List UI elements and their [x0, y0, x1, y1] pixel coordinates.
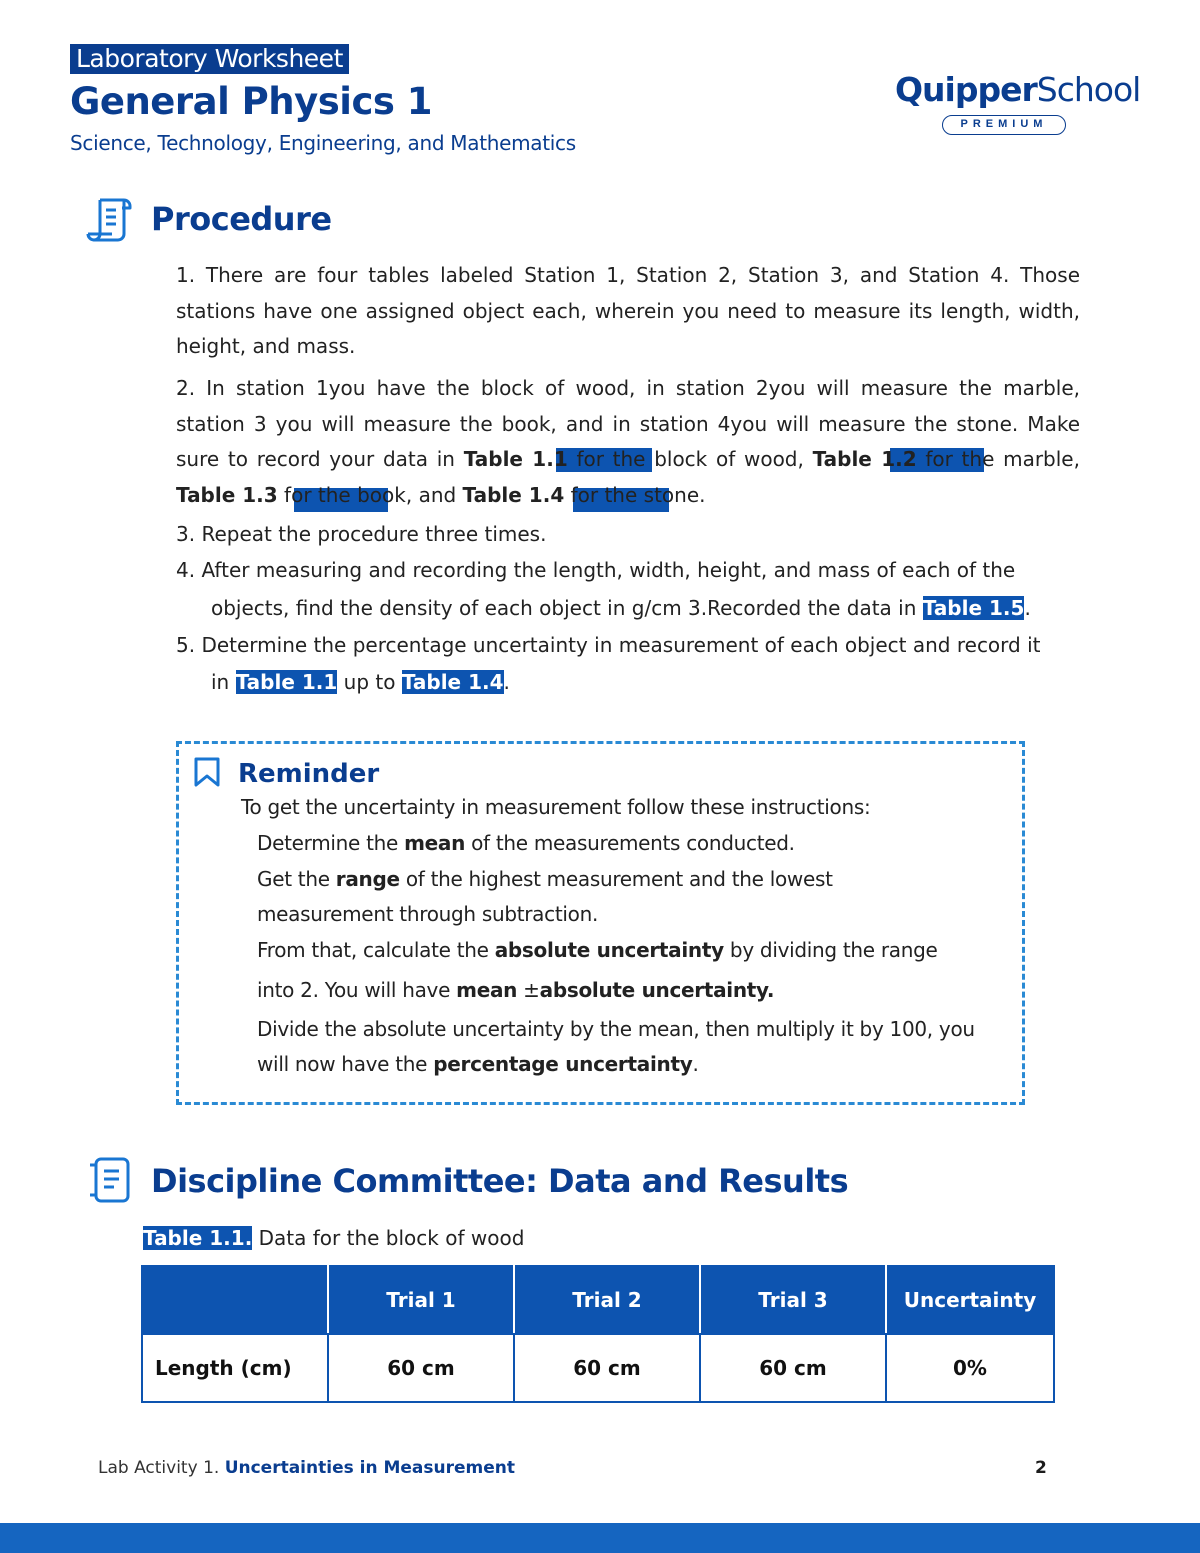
reminder-keyword: mean — [404, 831, 466, 855]
reminder-text: Get the — [257, 867, 336, 891]
reminder-line: measurement through subtraction. — [257, 902, 599, 926]
table-ref: Table 1.1 — [463, 447, 568, 471]
table-header-row — [142, 1266, 1054, 1334]
reminder-text: of the measurements conducted. — [465, 831, 795, 855]
table-ref: Table 1.3 — [176, 482, 278, 507]
reminder-text: ± — [517, 978, 540, 1002]
document-list-icon — [86, 1155, 134, 1207]
scroll-icon — [86, 194, 134, 246]
step5-text: up to — [337, 670, 402, 694]
reminder-text: of the highest measurement and the lowest — [399, 867, 833, 891]
bookmark-icon — [192, 756, 222, 788]
reminder-text: will now have the — [257, 1052, 434, 1076]
procedure-step-2 — [176, 371, 1080, 513]
logo-bold-text: Quipper — [895, 70, 1037, 109]
step2-text: for the book, and — [277, 482, 463, 507]
reminder-text: From that, calculate the — [257, 938, 495, 962]
table-ref: Table 1.4 — [462, 482, 565, 507]
step5-text: in — [211, 670, 236, 694]
footer-activity-label: Lab Activity 1. — [98, 1458, 225, 1478]
column-header — [142, 1266, 328, 1334]
step2-text: 2. In station 1you have the block of wood, in station 2you will measure the marble, station 3 you will measure the book, and in station 4you will measure the stone. Make sure to record your data in — [176, 376, 1080, 471]
page-subtitle: Science, Technology, Engineering, and Mathematics — [70, 131, 576, 155]
reminder-line — [257, 978, 774, 1002]
reminder-intro: To get the uncertainty in measurement follow these instructions: — [241, 795, 871, 819]
reminder-line — [257, 831, 795, 855]
table-1-1-link[interactable]: Table 1.1 — [235, 670, 338, 694]
results-heading: Discipline Committee: Data and Results — [151, 1162, 849, 1200]
table-caption — [143, 1226, 524, 1250]
table-caption-label: Table 1.1. — [143, 1226, 253, 1250]
reminder-text: into 2. You will have — [257, 978, 457, 1002]
table-1-5-link[interactable]: Table 1.5 — [922, 596, 1025, 620]
table-ref: Table 1.2 — [812, 447, 917, 471]
step4-text: objects, find the density of each object in g/cm 3.Recorded the data in — [211, 596, 923, 620]
reminder-line: Divide the absolute uncertainty by the mean, then multiply it by 100, you — [257, 1017, 975, 1041]
page-title: General Physics 1 — [70, 80, 433, 123]
reminder-keyword: percentage uncertainty — [433, 1052, 693, 1076]
logo-light-text: School — [1036, 70, 1141, 109]
reminder-text: Determine the — [257, 831, 405, 855]
table-cell: 60 cm — [328, 1334, 514, 1402]
reminder-keyword: absolute uncertainty — [494, 938, 724, 962]
reminder-line — [257, 938, 937, 962]
procedure-step-5: 5. Determine the percentage uncertainty in measurement of each object and record it — [176, 633, 1041, 657]
reminder-text: by dividing the range — [723, 938, 938, 962]
table-cell: 60 cm — [700, 1334, 886, 1402]
footer-activity-title: Uncertainties in Measurement — [224, 1458, 516, 1478]
reminder-keyword: absolute uncertainty. — [539, 978, 775, 1002]
table-cell: 60 cm — [514, 1334, 700, 1402]
bottom-bar — [0, 1523, 1200, 1553]
column-header: Trial 3 — [700, 1266, 886, 1334]
table-1-4-link[interactable]: Table 1.4 — [401, 670, 504, 694]
page-number: 2 — [1035, 1458, 1047, 1478]
procedure-step-3: 3. Repeat the procedure three times. — [176, 522, 547, 546]
step2-text: for the stone. — [564, 482, 706, 507]
reminder-keyword: range — [335, 867, 400, 891]
column-header: Uncertainty — [886, 1266, 1054, 1334]
column-header: Trial 2 — [514, 1266, 700, 1334]
table-cell: 0% — [886, 1334, 1054, 1402]
procedure-step-1: 1. There are four tables labeled Station 1, Station 2, Station 3, and Station 4. Those stations have one assigned object each, wherein you need to measure its length, width, height, and mass. — [176, 263, 1080, 358]
reminder-text: . — [692, 1052, 699, 1076]
step4-period: . — [1024, 596, 1031, 620]
reminder-title: Reminder — [238, 759, 380, 789]
procedure-step-4: 4. After measuring and recording the length, width, height, and mass of each of the — [176, 558, 1016, 582]
quipper-logo — [895, 70, 1141, 140]
step2-text: for the block of wood, — [567, 447, 813, 471]
footer-activity — [98, 1458, 515, 1478]
procedure-heading: Procedure — [151, 200, 332, 238]
reminder-line — [257, 1052, 699, 1076]
column-header: Trial 1 — [328, 1266, 514, 1334]
table-row — [142, 1334, 1054, 1402]
table-caption-text: Data for the block of wood — [252, 1226, 525, 1250]
procedure-step-4-cont — [211, 596, 1031, 620]
worksheet-badge: Laboratory Worksheet — [70, 44, 349, 74]
logo-premium-tag: PREMIUM — [942, 115, 1066, 135]
step5-period: . — [503, 670, 510, 694]
reminder-keyword: mean — [456, 978, 518, 1002]
data-table — [141, 1265, 1055, 1403]
procedure-step-5-cont — [211, 670, 510, 694]
reminder-line — [257, 867, 833, 891]
row-label: Length (cm) — [142, 1334, 328, 1402]
step2-text: for the marble, — [916, 447, 1080, 471]
